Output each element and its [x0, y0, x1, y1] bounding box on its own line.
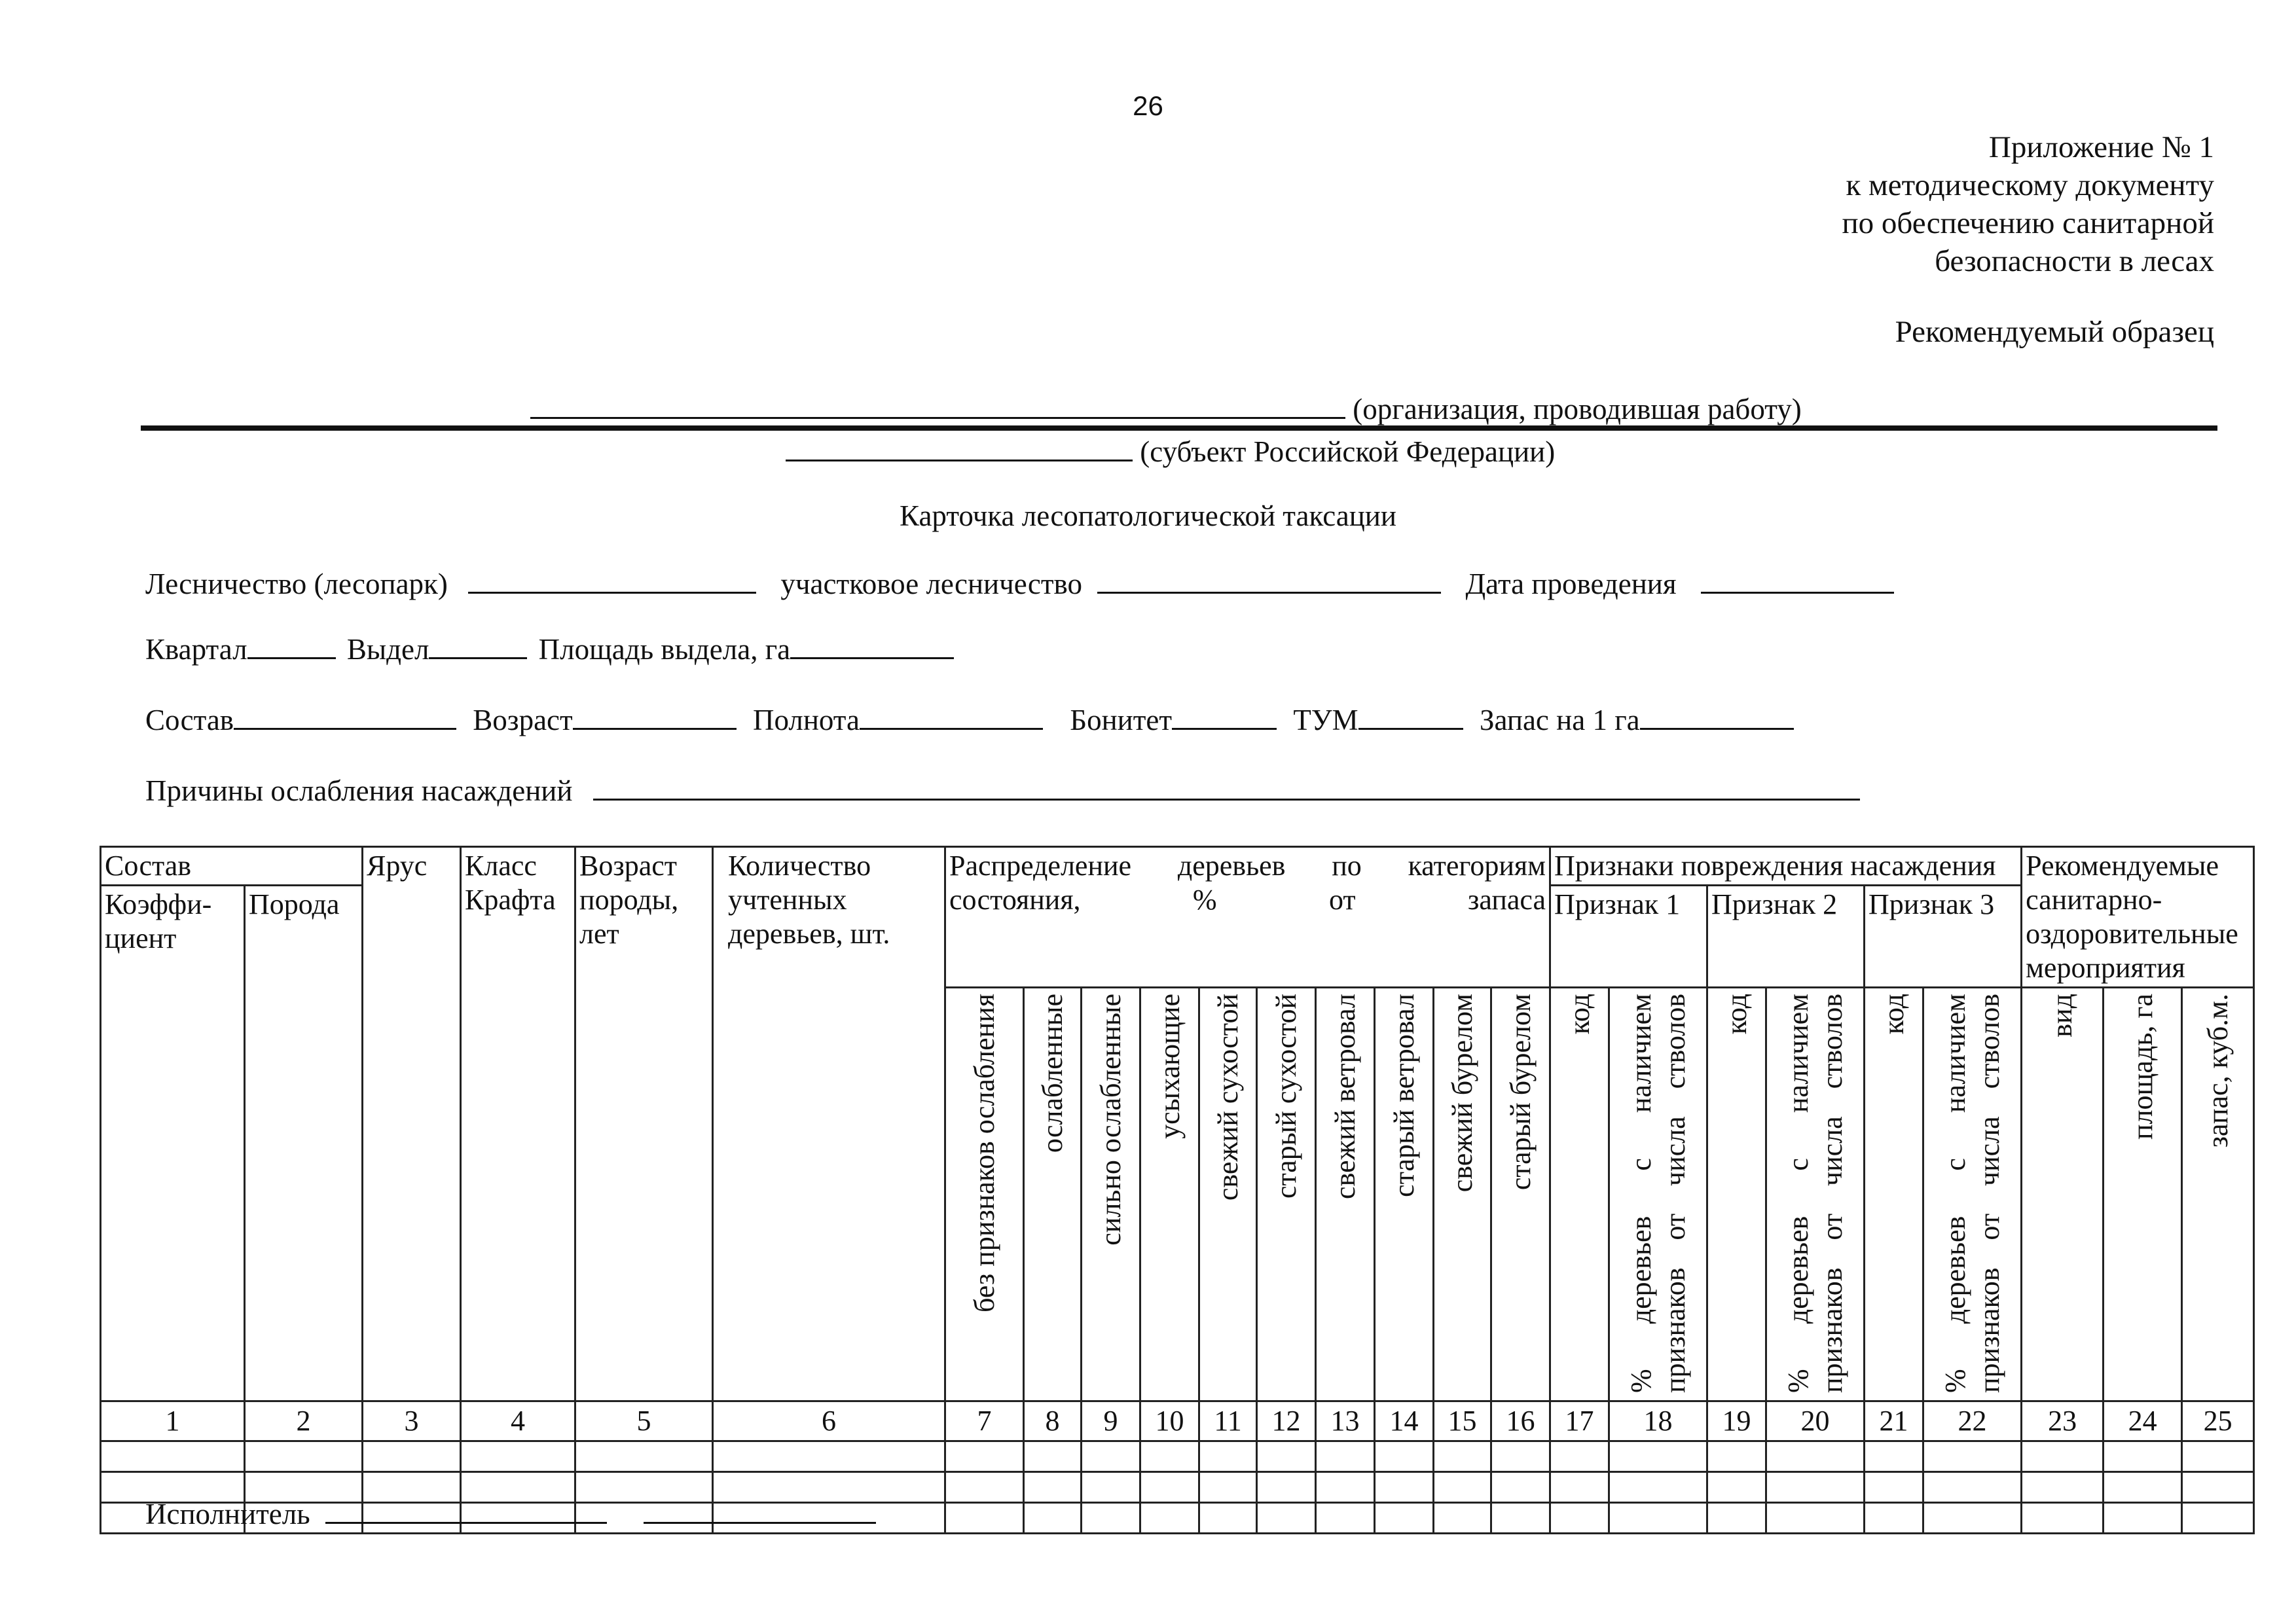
- table-cell[interactable]: [2104, 1472, 2182, 1503]
- column-number: 6: [713, 1401, 945, 1441]
- table-cell[interactable]: [245, 1441, 363, 1472]
- column-number: 20: [1766, 1401, 1865, 1441]
- column-number: 1: [101, 1401, 245, 1441]
- sign2-code-header: [1707, 988, 1766, 1401]
- table-cell[interactable]: [461, 1441, 575, 1472]
- executor-line: [145, 1494, 876, 1531]
- sign1-code-header: [1550, 988, 1609, 1401]
- area-label: Площадь выдела, га: [538, 633, 791, 666]
- table-cell[interactable]: [1375, 1503, 1434, 1534]
- measure-stock-header: [2182, 988, 2254, 1401]
- table-cell[interactable]: [1766, 1503, 1865, 1534]
- column-number: 2: [245, 1401, 363, 1441]
- date-blank[interactable]: [1701, 564, 1894, 594]
- tum-blank[interactable]: [1358, 700, 1463, 730]
- table-cell[interactable]: [2104, 1503, 2182, 1534]
- column-number: 5: [575, 1401, 713, 1441]
- table-cell[interactable]: [1082, 1472, 1140, 1503]
- organization-blank[interactable]: [530, 389, 1345, 419]
- species-header: Порода: [245, 886, 363, 1401]
- table-cell[interactable]: [1375, 1472, 1434, 1503]
- table-cell[interactable]: [1316, 1472, 1375, 1503]
- table-cell[interactable]: [363, 1441, 461, 1472]
- quarter-blank[interactable]: [247, 630, 336, 659]
- category-2-header: [1024, 988, 1082, 1401]
- column-numbers-row: [101, 1401, 2254, 1441]
- fields-row-2: [145, 630, 954, 666]
- table-cell[interactable]: [1316, 1441, 1375, 1472]
- category-9-label: свежий бурелом: [1446, 994, 1478, 1193]
- table-cell[interactable]: [1434, 1441, 1491, 1472]
- subject-blank[interactable]: [786, 432, 1133, 461]
- density-label: Полнота: [752, 704, 860, 736]
- column-number: 21: [1865, 1401, 1923, 1441]
- column-number: 4: [461, 1401, 575, 1441]
- composition-label: Состав: [145, 704, 234, 736]
- table-cell[interactable]: [1865, 1441, 1923, 1472]
- sign1-code-label: код: [1563, 994, 1595, 1035]
- table-cell[interactable]: [2104, 1441, 2182, 1472]
- column-number: 3: [363, 1401, 461, 1441]
- age-blank[interactable]: [573, 700, 737, 730]
- quarter-label: Квартал: [145, 633, 247, 666]
- table-cell[interactable]: [1923, 1441, 2022, 1472]
- table-cell[interactable]: [1140, 1472, 1199, 1503]
- sign3-code-header: [1865, 988, 1923, 1401]
- stock-blank[interactable]: [1640, 700, 1794, 730]
- executor-label: Исполнитель: [145, 1498, 310, 1530]
- table-cell[interactable]: [1609, 1472, 1707, 1503]
- compartment-blank[interactable]: [429, 630, 527, 659]
- subject-line: [786, 432, 1555, 469]
- appendix-line-3: по обеспечению санитарной: [1842, 206, 2214, 240]
- column-number: 11: [1199, 1401, 1257, 1441]
- column-number: 10: [1140, 1401, 1199, 1441]
- table-cell[interactable]: [1024, 1503, 1082, 1534]
- table-cell[interactable]: [1707, 1503, 1766, 1534]
- category-3-label: сильно ослабленные: [1094, 994, 1127, 1246]
- table-cell[interactable]: [1434, 1472, 1491, 1503]
- kraft-class-header: Класс Крафта: [461, 847, 575, 1401]
- taxation-table: [100, 846, 2255, 1534]
- age-label: Возраст: [473, 704, 573, 736]
- fields-row-3: [145, 700, 1794, 737]
- column-number: 13: [1316, 1401, 1375, 1441]
- column-number: 17: [1550, 1401, 1609, 1441]
- executor-signature-blank[interactable]: [644, 1494, 876, 1524]
- sign2-code-label: код: [1720, 994, 1753, 1035]
- table-cell[interactable]: [1707, 1472, 1766, 1503]
- table-cell[interactable]: [1024, 1472, 1082, 1503]
- table-cell[interactable]: [1865, 1503, 1923, 1534]
- column-number: 24: [2104, 1401, 2182, 1441]
- table-cell[interactable]: [1609, 1441, 1707, 1472]
- column-number: 19: [1707, 1401, 1766, 1441]
- category-9-header: [1434, 988, 1491, 1401]
- forestry-blank[interactable]: [468, 564, 756, 594]
- column-number: 12: [1257, 1401, 1316, 1441]
- table-cell[interactable]: [1316, 1503, 1375, 1534]
- measure-type-label: вид: [2046, 994, 2079, 1038]
- table-cell[interactable]: [1257, 1503, 1316, 1534]
- column-number: 16: [1491, 1401, 1550, 1441]
- sign2-header: Признак 2: [1707, 886, 1865, 988]
- table-cell[interactable]: [2182, 1472, 2254, 1503]
- table-cell[interactable]: [1140, 1503, 1199, 1534]
- table-cell[interactable]: [1199, 1503, 1257, 1534]
- table-cell[interactable]: [945, 1441, 1024, 1472]
- table-cell[interactable]: [1766, 1441, 1865, 1472]
- table-cell[interactable]: [2022, 1503, 2104, 1534]
- header-row-1: [101, 847, 2254, 886]
- table-cell[interactable]: [2182, 1503, 2254, 1534]
- appendix-heading: [1842, 128, 2214, 280]
- measure-stock-label: запас, куб.м.: [2201, 994, 2234, 1148]
- composition-blank[interactable]: [234, 700, 456, 730]
- sign2-percent-label: % деревьев с наличием признаков от числа стволов: [1781, 994, 1848, 1393]
- category-1-header: [945, 988, 1024, 1401]
- distribution-header: Распределение деревьев по категориям состояния, % от запаса: [945, 847, 1550, 988]
- column-number: 8: [1024, 1401, 1082, 1441]
- column-number: 14: [1375, 1401, 1434, 1441]
- table-cell[interactable]: [1257, 1472, 1316, 1503]
- column-number: 7: [945, 1401, 1024, 1441]
- column-number: 9: [1082, 1401, 1140, 1441]
- table-cell[interactable]: [1923, 1503, 2022, 1534]
- composition-header: Состав: [101, 847, 363, 886]
- category-8-label: старый ветровал: [1387, 994, 1420, 1197]
- table-cell[interactable]: [1491, 1472, 1550, 1503]
- coefficient-header: Коэффи-циент: [101, 886, 245, 1401]
- category-8-header: [1375, 988, 1434, 1401]
- category-4-label: усыхающие: [1153, 994, 1186, 1139]
- column-number: 18: [1609, 1401, 1707, 1441]
- page-number: 26: [1133, 90, 1163, 121]
- appendix-line-1: Приложение № 1: [1988, 130, 2214, 164]
- date-label: Дата проведения: [1465, 568, 1677, 600]
- organization-line: [530, 389, 1802, 426]
- executor-name-blank[interactable]: [325, 1494, 607, 1524]
- measure-area-label: площадь, га: [2126, 994, 2159, 1140]
- category-1-label: без признаков ослабления: [968, 994, 1000, 1312]
- measure-type-header: [2022, 988, 2104, 1401]
- site-class-label: Бонитет: [1070, 704, 1173, 736]
- table-cell[interactable]: [2022, 1472, 2104, 1503]
- category-4-header: [1140, 988, 1199, 1401]
- sign2-percent-header: [1766, 988, 1865, 1401]
- category-5-header: [1199, 988, 1257, 1401]
- category-10-label: старый бурелом: [1504, 994, 1537, 1191]
- table-cell[interactable]: [1923, 1472, 2022, 1503]
- sign3-header: Признак 3: [1865, 886, 2022, 988]
- table-cell[interactable]: [101, 1441, 245, 1472]
- column-number: 25: [2182, 1401, 2254, 1441]
- site-class-blank[interactable]: [1172, 700, 1277, 730]
- recommended-sample-label: Рекомендуемый образец: [1895, 315, 2214, 349]
- table-cell[interactable]: [575, 1441, 713, 1472]
- category-2-label: ослабленные: [1036, 994, 1068, 1153]
- tum-label: ТУМ: [1293, 704, 1358, 736]
- fields-row-1: [145, 564, 1894, 601]
- stock-label: Запас на 1 га: [1479, 704, 1640, 736]
- area-blank[interactable]: [790, 630, 954, 659]
- sign3-percent-header: [1923, 988, 2022, 1401]
- table-cell[interactable]: [1550, 1472, 1609, 1503]
- fields-row-4: [145, 771, 1860, 808]
- sign1-percent-header: [1609, 988, 1707, 1401]
- sign3-code-label: код: [1877, 994, 1910, 1035]
- column-number: 23: [2022, 1401, 2104, 1441]
- column-number: 15: [1434, 1401, 1491, 1441]
- table-cell[interactable]: [1082, 1503, 1140, 1534]
- table-cell[interactable]: [1766, 1472, 1865, 1503]
- category-5-label: свежий сухостой: [1211, 994, 1244, 1201]
- table-cell[interactable]: [1199, 1441, 1257, 1472]
- table-cell[interactable]: [1082, 1441, 1140, 1472]
- table-cell[interactable]: [2022, 1441, 2104, 1472]
- appendix-line-2: к методическому документу: [1846, 168, 2214, 202]
- table-cell[interactable]: [1257, 1441, 1316, 1472]
- recommended-measures-header: Рекомендуемые санитарно-оздоровительные мероприятия: [2022, 847, 2254, 988]
- table-cell[interactable]: [1550, 1441, 1609, 1472]
- table-cell[interactable]: [945, 1503, 1024, 1534]
- measure-area-header: [2104, 988, 2182, 1401]
- category-6-header: [1257, 988, 1316, 1401]
- table-cell[interactable]: [1865, 1472, 1923, 1503]
- category-3-header: [1082, 988, 1140, 1401]
- thick-divider: [141, 425, 2217, 431]
- forestry-label: Лесничество (лесопарк): [145, 568, 448, 600]
- table-cell[interactable]: [945, 1472, 1024, 1503]
- table-cell[interactable]: [1707, 1441, 1766, 1472]
- category-10-header: [1491, 988, 1550, 1401]
- sign1-percent-label: % деревьев с наличием признаков от числа стволов: [1624, 994, 1691, 1393]
- category-7-label: свежий ветровал: [1328, 994, 1361, 1199]
- table-cell[interactable]: [1491, 1441, 1550, 1472]
- district-forestry-label: участковое лесничество: [780, 568, 1082, 600]
- sign1-header: Признак 1: [1550, 886, 1707, 988]
- damage-signs-header: Признаки повреждения насаждения: [1550, 847, 2022, 886]
- table-cell[interactable]: [1550, 1503, 1609, 1534]
- tree-count-header: Количество учтенных деревьев, шт.: [713, 847, 945, 1401]
- category-7-header: [1316, 988, 1375, 1401]
- table-row: [101, 1441, 2254, 1472]
- table-cell[interactable]: [1609, 1503, 1707, 1534]
- table-cell[interactable]: [1434, 1503, 1491, 1534]
- district-forestry-blank[interactable]: [1097, 564, 1441, 594]
- weakening-causes-label: Причины ослабления насаждений: [145, 774, 573, 807]
- table-cell[interactable]: [2182, 1441, 2254, 1472]
- density-blank[interactable]: [860, 700, 1043, 730]
- tier-header: Ярус: [363, 847, 461, 1401]
- table-cell[interactable]: [1375, 1441, 1434, 1472]
- column-number: 22: [1923, 1401, 2022, 1441]
- subject-caption: (субъект Российской Федерации): [1140, 435, 1556, 468]
- table-cell[interactable]: [1199, 1472, 1257, 1503]
- card-title: Карточка лесопатологической таксации: [900, 499, 1396, 532]
- category-6-label: старый сухостой: [1269, 994, 1302, 1199]
- table-cell[interactable]: [1140, 1441, 1199, 1472]
- species-age-header: Возраст породы, лет: [575, 847, 713, 1401]
- weakening-causes-blank[interactable]: [593, 771, 1860, 801]
- sign3-percent-label: % деревьев с наличием признаков от числа стволов: [1939, 994, 2005, 1393]
- table-cell[interactable]: [1024, 1441, 1082, 1472]
- compartment-label: Выдел: [346, 633, 429, 666]
- table-cell[interactable]: [713, 1441, 945, 1472]
- organization-caption: (организация, проводившая работу): [1353, 393, 1802, 425]
- appendix-line-4: безопасности в лесах: [1935, 244, 2214, 278]
- table-cell[interactable]: [1491, 1503, 1550, 1534]
